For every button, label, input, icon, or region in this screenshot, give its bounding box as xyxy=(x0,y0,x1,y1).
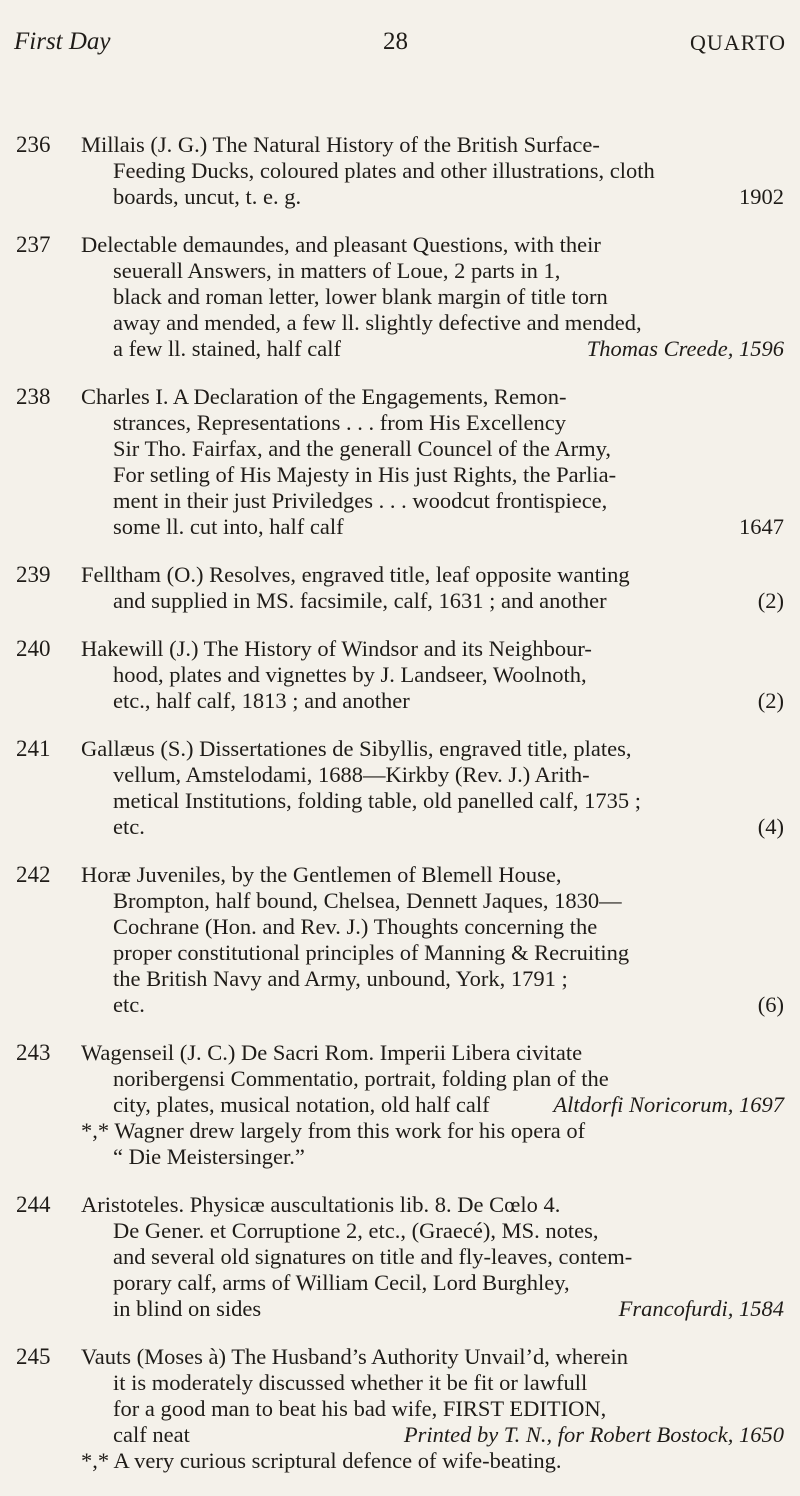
entry-imprint: 1902 xyxy=(739,184,784,209)
entry-text-line: and supplied in MS. facsimile, calf, 1631 ; and another xyxy=(113,588,607,613)
entry-last-line xyxy=(81,588,784,614)
entry-imprint: Altdorfi Noricorum, 1697 xyxy=(553,1092,784,1117)
entry-imprint: (4) xyxy=(757,814,784,839)
lot-entry xyxy=(0,132,800,210)
entry-text-line: Millais (J. G.) The Natural History of the British Surface- xyxy=(81,132,600,157)
entry-imprint: (2) xyxy=(757,588,784,613)
entry-text-line: porary calf, arms of William Cecil, Lord Burghley, xyxy=(113,1270,570,1295)
entry-text-line: Gallæus (S.) Dissertationes de Sibyllis, engraved title, plates, xyxy=(81,736,632,761)
entry-text-line: Hakewill (J.) The History of Windsor and its Neighbour- xyxy=(81,636,592,661)
entry-text-line: Aristoteles. Physicæ auscultationis lib. 8. De Cœlo 4. xyxy=(81,1192,561,1217)
entry-text-line: seuerall Answers, in matters of Loue, 2 parts in 1, xyxy=(113,258,561,283)
lot-entry xyxy=(0,1040,800,1170)
lot-number: 236 xyxy=(16,132,51,157)
entry-text-line: in blind on sides xyxy=(113,1296,262,1321)
note-text: “ Die Meistersinger.” xyxy=(113,1144,305,1169)
lot-number: 242 xyxy=(16,862,51,887)
entry-text-line: Cochrane (Hon. and Rev. J.) Thoughts concerning the xyxy=(113,914,598,939)
entry-imprint: 1647 xyxy=(739,514,784,539)
lot-number: 245 xyxy=(16,1344,51,1369)
entry-text-line: Delectable demaundes, and pleasant Questions, with their xyxy=(81,232,601,257)
entry-text-line: for a good man to beat his bad wife, FIRST EDITION, xyxy=(113,1396,607,1421)
lot-entry xyxy=(0,736,800,840)
page-number: 28 xyxy=(383,28,408,55)
entry-text-line: black and roman letter, lower blank margin of title torn xyxy=(113,284,608,309)
page-header xyxy=(0,0,800,60)
entry-text-line: strances, Representations . . . from His Excellency xyxy=(113,410,566,435)
lot-entry xyxy=(0,1344,800,1474)
day-heading: First Day xyxy=(14,28,111,55)
entry-text-line: etc. xyxy=(113,992,145,1017)
lot-number: 244 xyxy=(16,1192,51,1217)
entry-last-line xyxy=(81,514,784,540)
entry-text-line: Charles I. A Declaration of the Engagements, Remon- xyxy=(81,384,567,409)
entry-last-line xyxy=(81,814,784,840)
entry-last-line xyxy=(81,1092,784,1118)
entry-imprint: (6) xyxy=(757,992,784,1017)
lot-entry xyxy=(0,636,800,714)
entry-text-line: etc., half calf, 1813 ; and another xyxy=(113,688,410,713)
entry-last-line xyxy=(81,992,784,1018)
format-heading: QUARTO xyxy=(690,30,786,55)
entry-text-line: ment in their just Priviledges . . . woodcut frontispiece, xyxy=(113,488,608,513)
note-text: *,* Wagner drew largely from this work for his opera of xyxy=(81,1118,586,1143)
entry-text-line: boards, uncut, t. e. g. xyxy=(113,184,302,209)
lot-entry xyxy=(0,232,800,362)
entry-text-line: Sir Tho. Fairfax, and the generall Councel of the Army, xyxy=(113,436,611,461)
entry-text-line: calf neat xyxy=(113,1422,190,1447)
entry-text-line: away and mended, a few ll. slightly defective and mended, xyxy=(113,310,642,335)
entry-text-line: For setling of His Majesty in His just Rights, the Parlia- xyxy=(113,462,617,487)
lot-number: 237 xyxy=(16,232,51,257)
entry-text-line: Wagenseil (J. C.) De Sacri Rom. Imperii Libera civitate xyxy=(81,1040,583,1065)
lot-entry xyxy=(0,384,800,540)
entry-text-line: noribergensi Commentatio, portrait, folding plan of the xyxy=(113,1066,609,1091)
note-text: *,* A very curious scriptural defence of wife-beating. xyxy=(81,1448,562,1473)
entry-note xyxy=(81,1144,784,1170)
catalogue-entries xyxy=(0,132,800,1496)
entry-text-line: the British Navy and Army, unbound, York, 1791 ; xyxy=(113,966,568,991)
entry-last-line xyxy=(81,1296,784,1322)
lot-number: 239 xyxy=(16,562,51,587)
lot-number: 243 xyxy=(16,1040,51,1065)
entry-text-line: city, plates, musical notation, old half calf xyxy=(113,1092,490,1117)
entry-note xyxy=(81,1448,784,1474)
entry-imprint: Thomas Creede, 1596 xyxy=(586,336,784,361)
entry-text-line: a few ll. stained, half calf xyxy=(113,336,342,361)
entry-text-line: Feeding Ducks, coloured plates and other illustrations, cloth xyxy=(113,158,655,183)
entry-imprint: Francofurdi, 1584 xyxy=(618,1296,784,1321)
entry-text-line: proper constitutional principles of Manning & Recruiting xyxy=(113,940,630,965)
lot-number: 241 xyxy=(16,736,51,761)
entry-text-line: some ll. cut into, half calf xyxy=(113,514,344,539)
lot-entry xyxy=(0,1192,800,1322)
entry-text-line: and several old signatures on title and fly-leaves, contem- xyxy=(113,1244,633,1269)
entry-text-line: Horæ Juveniles, by the Gentlemen of Blemell House, xyxy=(81,862,562,887)
entry-last-line xyxy=(81,688,784,714)
lot-entry xyxy=(0,862,800,1018)
entry-text-line: vellum, Amstelodami, 1688—Kirkby (Rev. J.) Arith- xyxy=(113,762,590,787)
entry-imprint: (2) xyxy=(757,688,784,713)
entry-last-line xyxy=(81,1422,784,1448)
lot-number: 238 xyxy=(16,384,51,409)
entry-note xyxy=(81,1118,784,1144)
entry-text-line: metical Institutions, folding table, old panelled calf, 1735 ; xyxy=(113,788,642,813)
entry-text-line: De Gener. et Corruptione 2, etc., (Graecé), MS. notes, xyxy=(113,1218,599,1243)
entry-text-line: hood, plates and vignettes by J. Landseer, Woolnoth, xyxy=(113,662,587,687)
entry-text-line: it is moderately discussed whether it be fit or lawfull xyxy=(113,1370,588,1395)
entry-last-line xyxy=(81,336,784,362)
lot-entry xyxy=(0,562,800,614)
entry-text-line: etc. xyxy=(113,814,145,839)
entry-imprint: Printed by T. N., for Robert Bostock, 1650 xyxy=(403,1422,784,1447)
entry-text-line: Vauts (Moses à) The Husband’s Authority Unvail’d, wherein xyxy=(81,1344,628,1369)
entry-text-line: Felltham (O.) Resolves, engraved title, leaf opposite wanting xyxy=(81,562,630,587)
lot-number: 240 xyxy=(16,636,51,661)
entry-text-line: Brompton, half bound, Chelsea, Dennett Jaques, 1830— xyxy=(113,888,622,913)
entry-last-line xyxy=(81,184,784,210)
